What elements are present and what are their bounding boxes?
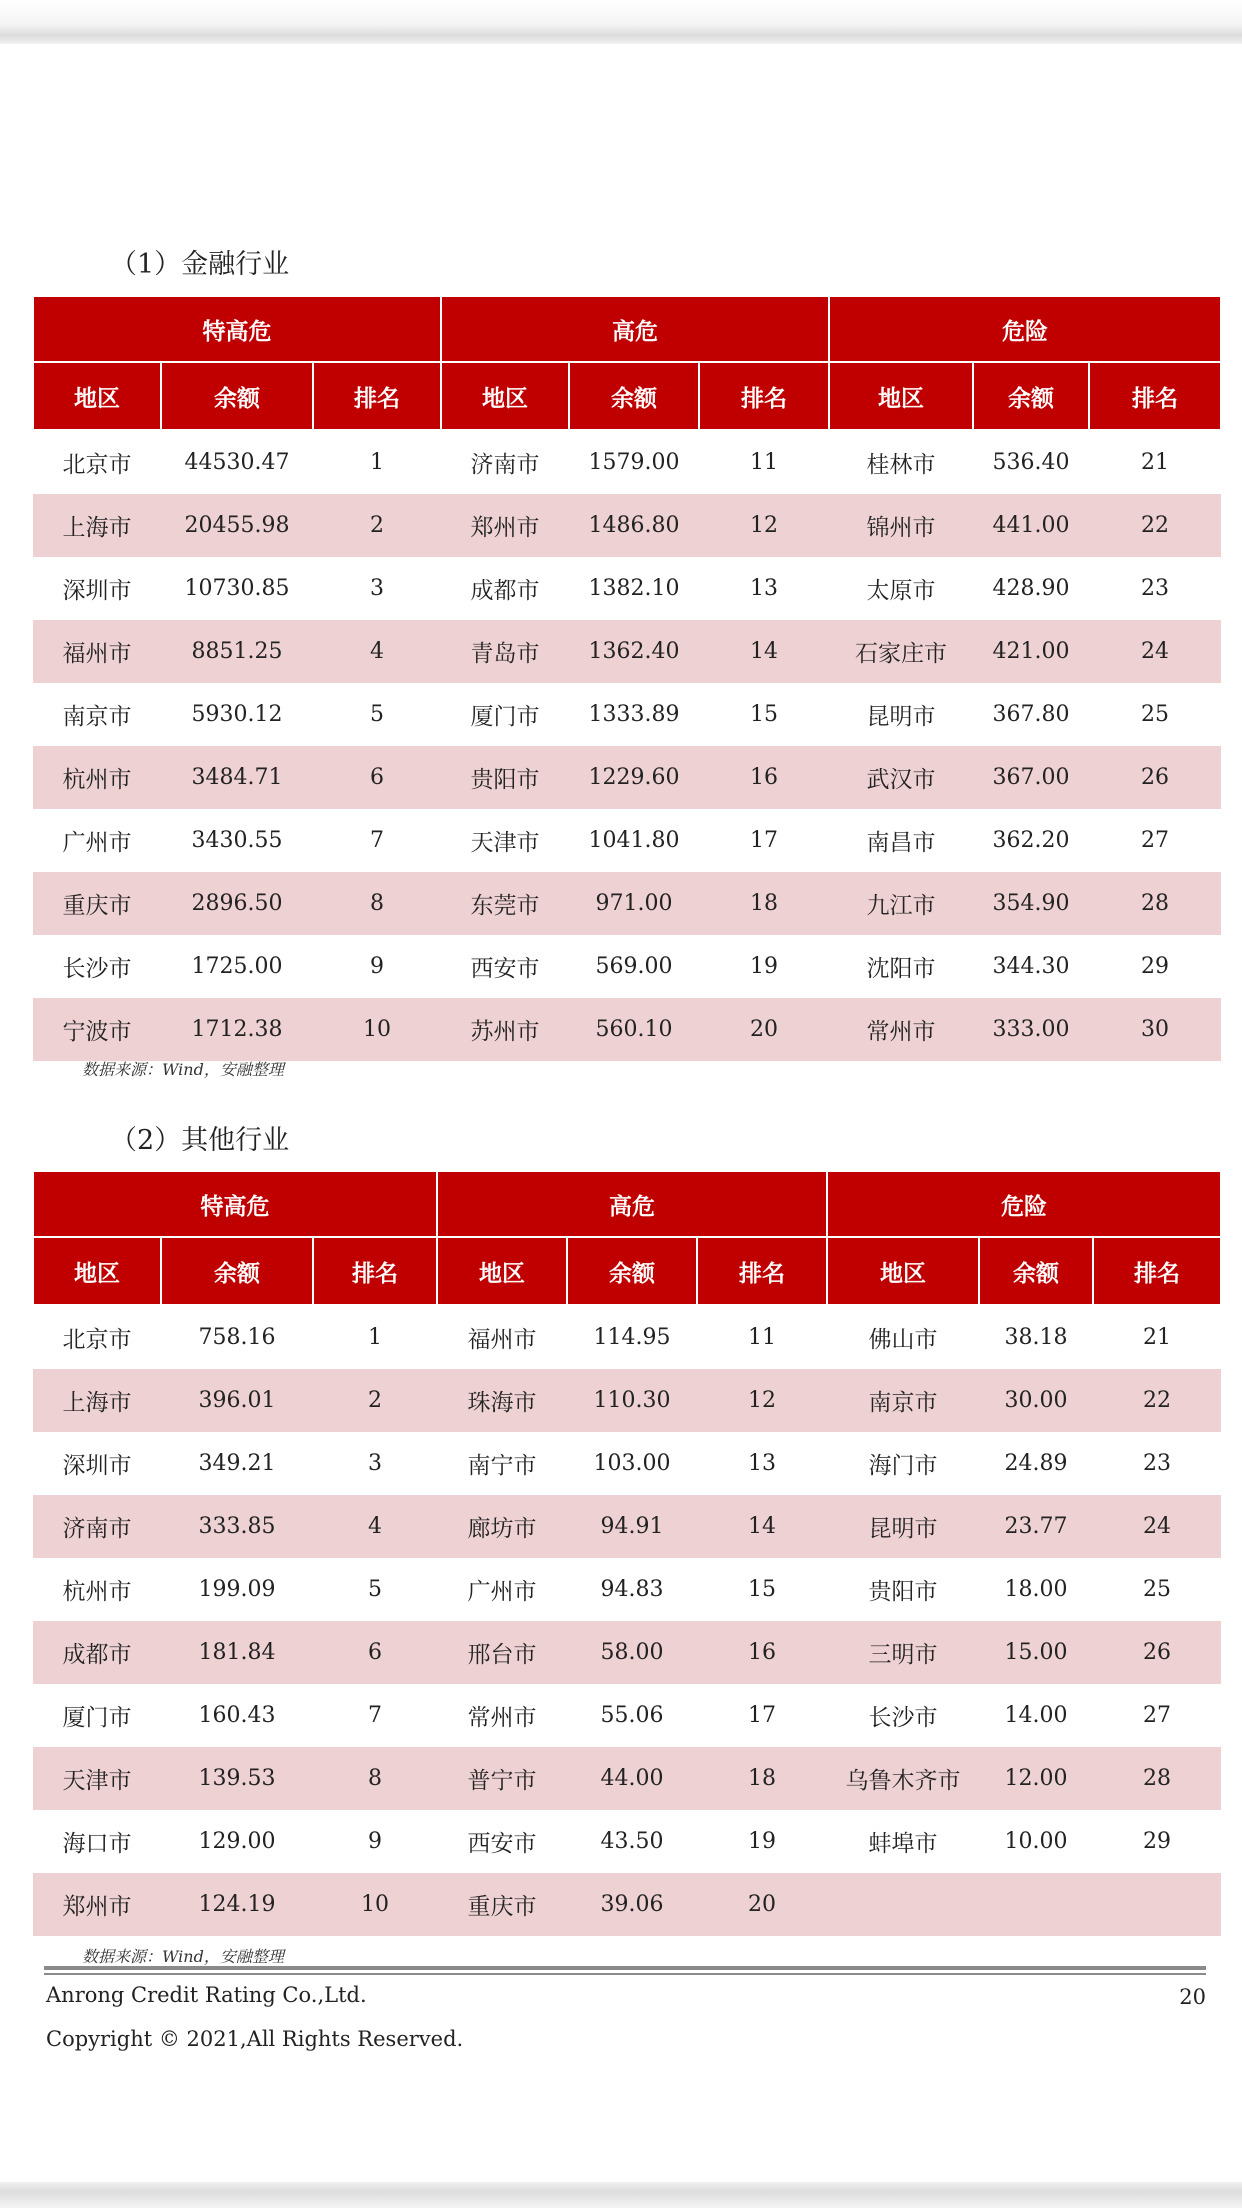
balance-cell: 1382.10 — [588, 576, 680, 601]
table-row — [33, 1747, 1221, 1810]
rank-cell: 27 — [1141, 828, 1170, 853]
rank-cell: 25 — [1143, 1577, 1172, 1602]
balance-cell: 362.20 — [992, 828, 1070, 853]
region-cell: 西安市 — [467, 1831, 537, 1857]
region-cell: 深圳市 — [62, 578, 132, 604]
rank-cell: 26 — [1089, 746, 1221, 809]
region-cell: 贵阳市 — [868, 1579, 938, 1605]
region-cell: 昆明市 — [827, 1495, 979, 1558]
rank-cell: 30 — [1089, 998, 1221, 1061]
footer-rule — [44, 1966, 1206, 1970]
table-row — [33, 1495, 1221, 1558]
data-source-note: 数据来源：Wind，安融整理 — [82, 1947, 284, 1966]
region-cell: 上海市 — [33, 1369, 161, 1432]
balance-cell: 14.00 — [1004, 1703, 1068, 1728]
rank-cell: 10 — [313, 998, 441, 1061]
column-header: 排名 — [313, 362, 441, 430]
group-header: 特高危 — [33, 1171, 437, 1237]
region-cell: 成都市 — [470, 578, 540, 604]
balance-cell: 5930.12 — [191, 702, 283, 727]
region-cell: 南宁市 — [467, 1453, 537, 1479]
rank-cell: 11 — [748, 1325, 777, 1350]
group-header: 危险 — [827, 1171, 1221, 1237]
balance-cell: 199.09 — [198, 1577, 276, 1602]
region-cell: 邢台市 — [437, 1621, 567, 1684]
region-cell: 长沙市 — [868, 1705, 938, 1731]
region-cell: 三明市 — [827, 1621, 979, 1684]
rank-cell: 10 — [313, 1873, 437, 1936]
balance-cell: 10.00 — [1004, 1829, 1068, 1854]
group-header-row — [33, 1171, 1221, 1237]
region-cell: 重庆市 — [437, 1873, 567, 1936]
table-row — [33, 809, 1221, 872]
balance-cell: 396.01 — [161, 1369, 313, 1432]
table-row — [33, 1873, 1221, 1936]
data-source-note: 数据来源：Wind，安融整理 — [82, 1060, 284, 1079]
table-row — [33, 872, 1221, 935]
rank-cell: 7 — [368, 1703, 383, 1728]
rank-cell: 20 — [697, 1873, 827, 1936]
balance-cell: 333.00 — [973, 998, 1089, 1061]
balance-cell: 20455.98 — [161, 494, 313, 557]
column-header: 地区 — [437, 1237, 567, 1305]
rank-cell: 1 — [368, 1325, 383, 1350]
section-title-finance: （1）金融行业 — [110, 249, 290, 280]
rank-cell: 24 — [1089, 620, 1221, 683]
balance-cell — [979, 1873, 1093, 1936]
region-cell: 海口市 — [62, 1831, 132, 1857]
rank-cell: 12 — [699, 494, 829, 557]
balance-cell: 441.00 — [973, 494, 1089, 557]
column-header: 余额 — [567, 1237, 697, 1305]
group-header: 特高危 — [33, 296, 441, 362]
rank-cell: 25 — [1141, 702, 1170, 727]
region-cell: 珠海市 — [437, 1369, 567, 1432]
balance-cell: 103.00 — [593, 1451, 671, 1476]
region-cell: 普宁市 — [437, 1747, 567, 1810]
balance-cell: 1333.89 — [588, 702, 680, 727]
balance-cell: 124.19 — [161, 1873, 313, 1936]
rank-cell — [1093, 1873, 1221, 1936]
region-cell: 东莞市 — [441, 872, 569, 935]
rank-cell: 2 — [313, 1369, 437, 1432]
column-header-row — [33, 1237, 1221, 1305]
rank-cell: 5 — [368, 1577, 383, 1602]
column-header: 排名 — [1093, 1237, 1221, 1305]
viewer-top-edge — [0, 0, 1242, 44]
rank-cell: 12 — [697, 1369, 827, 1432]
region-cell: 锦州市 — [829, 494, 973, 557]
group-header-row — [33, 296, 1221, 362]
region-cell: 桂林市 — [866, 452, 936, 478]
rank-cell: 6 — [313, 1621, 437, 1684]
region-cell: 济南市 — [470, 452, 540, 478]
rank-cell: 29 — [1141, 954, 1170, 979]
group-header: 危险 — [829, 296, 1221, 362]
region-cell: 武汉市 — [829, 746, 973, 809]
region-cell: 长沙市 — [62, 956, 132, 982]
region-cell: 佛山市 — [868, 1327, 938, 1353]
region-cell: 南京市 — [827, 1369, 979, 1432]
rank-cell: 1 — [370, 450, 385, 475]
balance-cell: 129.00 — [198, 1829, 276, 1854]
rank-cell: 19 — [748, 1829, 777, 1854]
column-header: 余额 — [161, 362, 313, 430]
region-cell: 乌鲁木齐市 — [827, 1747, 979, 1810]
region-cell: 海门市 — [868, 1453, 938, 1479]
column-header: 余额 — [161, 1237, 313, 1305]
balance-cell: 58.00 — [567, 1621, 697, 1684]
region-cell — [827, 1873, 979, 1936]
column-header: 排名 — [313, 1237, 437, 1305]
region-cell: 蚌埠市 — [868, 1831, 938, 1857]
balance-cell: 55.06 — [600, 1703, 664, 1728]
balance-cell: 160.43 — [198, 1703, 276, 1728]
rank-cell: 16 — [699, 746, 829, 809]
rank-cell: 15 — [750, 702, 779, 727]
column-header: 地区 — [441, 362, 569, 430]
rank-cell: 3 — [370, 576, 385, 601]
table-row — [33, 1305, 1221, 1369]
balance-cell: 569.00 — [595, 954, 673, 979]
rank-cell: 15 — [748, 1577, 777, 1602]
region-cell: 南京市 — [62, 704, 132, 730]
rank-cell: 23 — [1143, 1451, 1172, 1476]
column-header: 地区 — [33, 1237, 161, 1305]
column-header: 余额 — [979, 1237, 1093, 1305]
table-row — [33, 1621, 1221, 1684]
balance-cell: 344.30 — [992, 954, 1070, 979]
balance-cell: 1486.80 — [569, 494, 699, 557]
balance-cell: 758.16 — [198, 1325, 276, 1350]
rank-cell: 17 — [748, 1703, 777, 1728]
column-header: 排名 — [697, 1237, 827, 1305]
rank-cell: 29 — [1143, 1829, 1172, 1854]
region-cell: 西安市 — [470, 956, 540, 982]
balance-cell: 94.91 — [567, 1495, 697, 1558]
other-industry-table — [32, 1170, 1222, 1936]
balance-cell: 367.80 — [992, 702, 1070, 727]
table-row — [33, 746, 1221, 809]
balance-cell: 3484.71 — [161, 746, 313, 809]
rank-cell: 13 — [748, 1451, 777, 1476]
rank-cell: 14 — [699, 620, 829, 683]
region-cell: 廊坊市 — [437, 1495, 567, 1558]
rank-cell: 21 — [1141, 450, 1170, 475]
balance-cell: 536.40 — [992, 450, 1070, 475]
balance-cell: 349.21 — [198, 1451, 276, 1476]
rank-cell: 18 — [699, 872, 829, 935]
rank-cell: 8 — [313, 872, 441, 935]
region-cell: 杭州市 — [62, 1579, 132, 1605]
table-row — [33, 430, 1221, 494]
balance-cell: 428.90 — [992, 576, 1070, 601]
region-cell: 昆明市 — [866, 704, 936, 730]
balance-cell: 1579.00 — [588, 450, 680, 475]
rank-cell: 28 — [1093, 1747, 1221, 1810]
balance-cell: 44.00 — [567, 1747, 697, 1810]
rank-cell: 8 — [313, 1747, 437, 1810]
balance-cell: 2896.50 — [161, 872, 313, 935]
region-cell: 广州市 — [62, 830, 132, 856]
group-header: 高危 — [441, 296, 829, 362]
finance-industry-table — [32, 295, 1222, 1061]
rank-cell: 14 — [697, 1495, 827, 1558]
rank-cell: 16 — [697, 1621, 827, 1684]
region-cell: 宁波市 — [33, 998, 161, 1061]
rank-cell: 27 — [1143, 1703, 1172, 1728]
balance-cell: 43.50 — [600, 1829, 664, 1854]
balance-cell: 367.00 — [973, 746, 1089, 809]
region-cell: 太原市 — [866, 578, 936, 604]
rank-cell: 26 — [1093, 1621, 1221, 1684]
table-row — [33, 1558, 1221, 1621]
region-cell: 常州市 — [467, 1705, 537, 1731]
region-cell: 石家庄市 — [829, 620, 973, 683]
region-cell: 苏州市 — [441, 998, 569, 1061]
balance-cell: 38.18 — [1004, 1325, 1068, 1350]
footer-rule-thin — [44, 1973, 1206, 1975]
balance-cell: 181.84 — [161, 1621, 313, 1684]
rank-cell: 3 — [368, 1451, 383, 1476]
rank-cell: 4 — [313, 620, 441, 683]
region-cell: 福州市 — [467, 1327, 537, 1353]
group-header: 高危 — [437, 1171, 827, 1237]
rank-cell: 7 — [370, 828, 385, 853]
region-cell: 杭州市 — [33, 746, 161, 809]
rank-cell: 20 — [699, 998, 829, 1061]
column-header: 余额 — [973, 362, 1089, 430]
rank-cell: 4 — [313, 1495, 437, 1558]
column-header-row — [33, 362, 1221, 430]
table-body — [33, 1305, 1221, 1936]
table-row — [33, 1369, 1221, 1432]
table-body — [33, 430, 1221, 1061]
balance-cell: 15.00 — [979, 1621, 1093, 1684]
rank-cell: 21 — [1143, 1325, 1172, 1350]
rank-cell: 22 — [1089, 494, 1221, 557]
balance-cell: 560.10 — [569, 998, 699, 1061]
region-cell: 广州市 — [467, 1579, 537, 1605]
rank-cell: 23 — [1141, 576, 1170, 601]
balance-cell: 114.95 — [593, 1325, 671, 1350]
balance-cell: 12.00 — [979, 1747, 1093, 1810]
rank-cell: 2 — [313, 494, 441, 557]
section-title-other: （2）其他行业 — [110, 1125, 290, 1156]
balance-cell: 30.00 — [979, 1369, 1093, 1432]
balance-cell: 139.53 — [161, 1747, 313, 1810]
region-cell: 贵阳市 — [441, 746, 569, 809]
region-cell: 厦门市 — [470, 704, 540, 730]
balance-cell: 1725.00 — [191, 954, 283, 979]
viewer-bottom-edge — [0, 2182, 1242, 2208]
table-row — [33, 935, 1221, 998]
table-row — [33, 998, 1221, 1061]
column-header: 排名 — [699, 362, 829, 430]
rank-cell: 24 — [1093, 1495, 1221, 1558]
balance-cell: 971.00 — [569, 872, 699, 935]
region-cell: 青岛市 — [441, 620, 569, 683]
table-row — [33, 1432, 1221, 1495]
region-cell: 郑州市 — [33, 1873, 161, 1936]
rank-cell: 11 — [750, 450, 779, 475]
rank-cell: 18 — [697, 1747, 827, 1810]
rank-cell: 19 — [750, 954, 779, 979]
balance-cell: 354.90 — [973, 872, 1089, 935]
rank-cell: 28 — [1089, 872, 1221, 935]
table-row — [33, 683, 1221, 746]
region-cell: 郑州市 — [441, 494, 569, 557]
region-cell: 沈阳市 — [866, 956, 936, 982]
balance-cell: 1229.60 — [569, 746, 699, 809]
region-cell: 深圳市 — [62, 1453, 132, 1479]
rank-cell: 5 — [370, 702, 385, 727]
region-cell: 成都市 — [33, 1621, 161, 1684]
balance-cell: 8851.25 — [161, 620, 313, 683]
balance-cell: 23.77 — [979, 1495, 1093, 1558]
footer-company: Anrong Credit Rating Co.,Ltd. — [46, 1983, 367, 2007]
region-cell: 九江市 — [829, 872, 973, 935]
region-cell: 重庆市 — [33, 872, 161, 935]
balance-cell: 18.00 — [1004, 1577, 1068, 1602]
balance-cell: 1041.80 — [588, 828, 680, 853]
rank-cell: 9 — [368, 1829, 383, 1854]
balance-cell: 110.30 — [567, 1369, 697, 1432]
table-row — [33, 494, 1221, 557]
column-header: 地区 — [827, 1237, 979, 1305]
region-cell: 福州市 — [33, 620, 161, 683]
region-cell: 厦门市 — [62, 1705, 132, 1731]
column-header: 地区 — [829, 362, 973, 430]
rank-cell: 9 — [370, 954, 385, 979]
region-cell: 济南市 — [33, 1495, 161, 1558]
column-header: 排名 — [1089, 362, 1221, 430]
balance-cell: 421.00 — [973, 620, 1089, 683]
table-row — [33, 1684, 1221, 1747]
balance-cell: 10730.85 — [184, 576, 290, 601]
region-cell: 常州市 — [829, 998, 973, 1061]
table-row — [33, 557, 1221, 620]
balance-cell: 3430.55 — [191, 828, 283, 853]
table-row — [33, 1810, 1221, 1873]
balance-cell: 333.85 — [161, 1495, 313, 1558]
region-cell: 上海市 — [33, 494, 161, 557]
column-header: 余额 — [569, 362, 699, 430]
balance-cell: 94.83 — [600, 1577, 664, 1602]
region-cell: 天津市 — [470, 830, 540, 856]
footer-copyright: Copyright © 2021,All Rights Reserved. — [46, 2027, 464, 2051]
balance-cell: 1362.40 — [569, 620, 699, 683]
rank-cell: 17 — [750, 828, 779, 853]
rank-cell: 13 — [750, 576, 779, 601]
balance-cell: 24.89 — [1004, 1451, 1068, 1476]
balance-cell: 1712.38 — [161, 998, 313, 1061]
page-number: 20 — [1179, 1985, 1206, 2009]
column-header: 地区 — [33, 362, 161, 430]
region-cell: 北京市 — [62, 452, 132, 478]
region-cell: 南昌市 — [866, 830, 936, 856]
balance-cell: 39.06 — [567, 1873, 697, 1936]
rank-cell: 6 — [313, 746, 441, 809]
rank-cell: 22 — [1093, 1369, 1221, 1432]
region-cell: 北京市 — [62, 1327, 132, 1353]
table-row — [33, 620, 1221, 683]
balance-cell: 44530.47 — [184, 450, 290, 475]
region-cell: 天津市 — [33, 1747, 161, 1810]
